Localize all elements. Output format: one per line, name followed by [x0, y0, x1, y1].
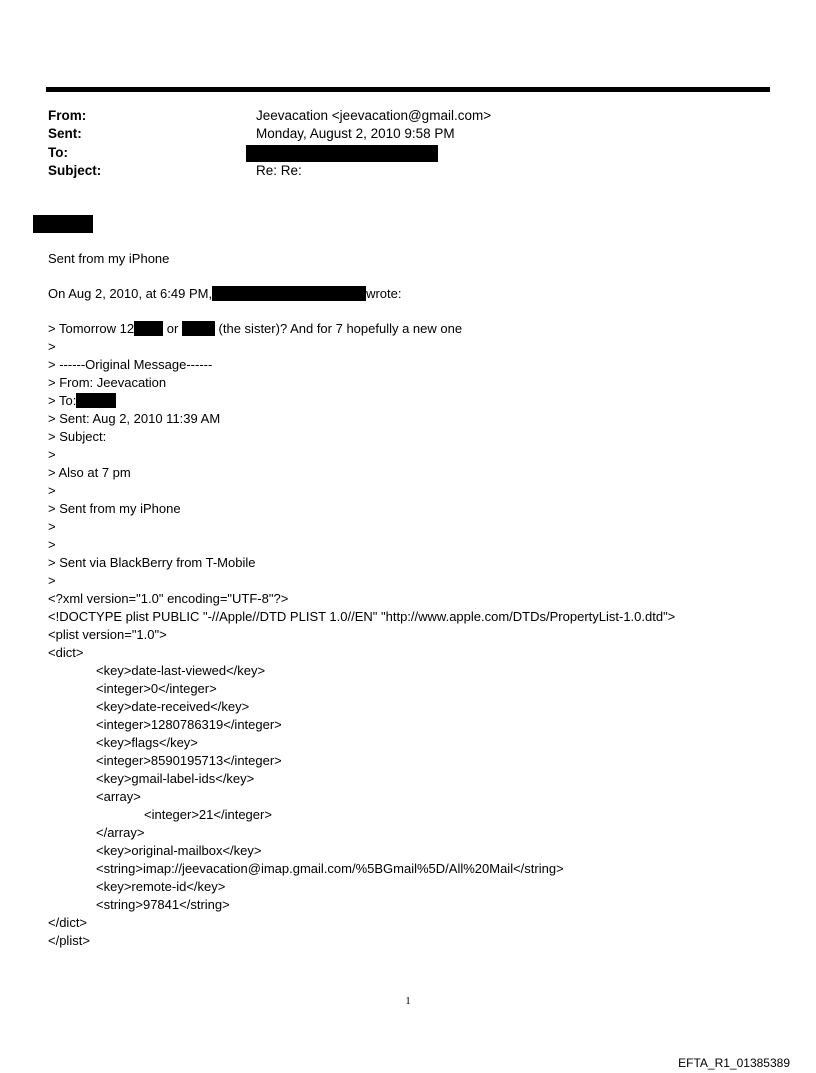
sent-value: Monday, August 2, 2010 9:58 PM — [256, 126, 455, 141]
plist-line: <key>flags</key> — [96, 735, 198, 750]
page-number: 1 — [405, 995, 411, 1007]
orig-to-line: > To: — [48, 392, 768, 410]
plist-line: <key>remote-id</key> — [96, 879, 226, 894]
to-label: To: — [48, 145, 68, 160]
plist-line: <!DOCTYPE plist PUBLIC "-//Apple//DTD PLIST 1.0//EN" "http://www.apple.com/DTDs/PropertyList-1.0.dtd"> — [48, 609, 676, 624]
orig-to-redaction — [76, 393, 116, 408]
tomorrow-redaction-2 — [182, 321, 215, 336]
plist-line: <key>date-last-viewed</key> — [96, 663, 266, 678]
original-message-line: > ------Original Message------ — [48, 357, 213, 372]
tomorrow-line: > Tomorrow 12 or (the sister)? And for 7 hopefully a new one — [48, 321, 463, 336]
blackberry-line: > Sent via BlackBerry from T-Mobile — [48, 555, 256, 570]
quoted-sent-from-iphone: > Sent from my iPhone — [48, 501, 181, 516]
plist-line: </plist> — [48, 933, 90, 948]
plist-line: </dict> — [48, 915, 88, 930]
header-rule — [46, 87, 770, 92]
message-body — [48, 250, 768, 950]
from-value: Jeevacation <jeevacation@gmail.com> — [256, 108, 492, 123]
to-redaction — [246, 145, 438, 162]
plist-line: <?xml version="1.0" encoding="UTF-8"?> — [48, 591, 289, 606]
orig-subject-line: > Subject: — [48, 429, 107, 444]
plist-line: <key>original-mailbox</key> — [96, 843, 262, 858]
quote-marker: > — [48, 573, 56, 588]
wrote-redaction — [212, 286, 366, 301]
orig-from-line: > From: Jeevacation — [48, 375, 167, 390]
quote-marker: > — [48, 483, 56, 498]
from-label: From: — [48, 108, 87, 123]
plist-line: <key>gmail-label-ids</key> — [96, 771, 255, 786]
plist-line: </array> — [96, 825, 145, 840]
plist-line: <integer>8590195713</integer> — [96, 753, 282, 768]
bates-number: EFTA_R1_01385389 — [678, 1056, 790, 1070]
quote-marker: > — [48, 447, 56, 462]
plist-line: <array> — [96, 789, 141, 804]
tomorrow-redaction-1 — [134, 321, 163, 336]
sent-label: Sent: — [48, 126, 82, 141]
plist-line: <plist version="1.0"> — [48, 627, 167, 642]
plist-line: <key>date-received</key> — [96, 699, 250, 714]
plist-line: <dict> — [48, 645, 84, 660]
plist-line: <string>97841</string> — [96, 897, 230, 912]
quote-marker: > — [48, 537, 56, 552]
also-at-7-line: > Also at 7 pm — [48, 465, 131, 480]
plist-line: <integer>1280786319</integer> — [96, 717, 282, 732]
plist-line: <integer>21</integer> — [144, 807, 272, 822]
subject-label: Subject: — [48, 163, 102, 178]
subject-value: Re: Re: — [256, 163, 302, 178]
wrote-line: On Aug 2, 2010, at 6:49 PM, wrote: — [48, 286, 402, 301]
sent-from-iphone: Sent from my iPhone — [48, 251, 170, 266]
quote-marker: > — [48, 519, 56, 534]
orig-sent-line: > Sent: Aug 2, 2010 11:39 AM — [48, 411, 221, 426]
plist-line: <integer>0</integer> — [96, 681, 217, 696]
plist-line: <string>imap://jeevacation@imap.gmail.com/%5BGmail%5D/All%20Mail</string> — [96, 861, 564, 876]
quote-marker: > — [48, 339, 56, 354]
salutation-redaction — [33, 215, 93, 233]
